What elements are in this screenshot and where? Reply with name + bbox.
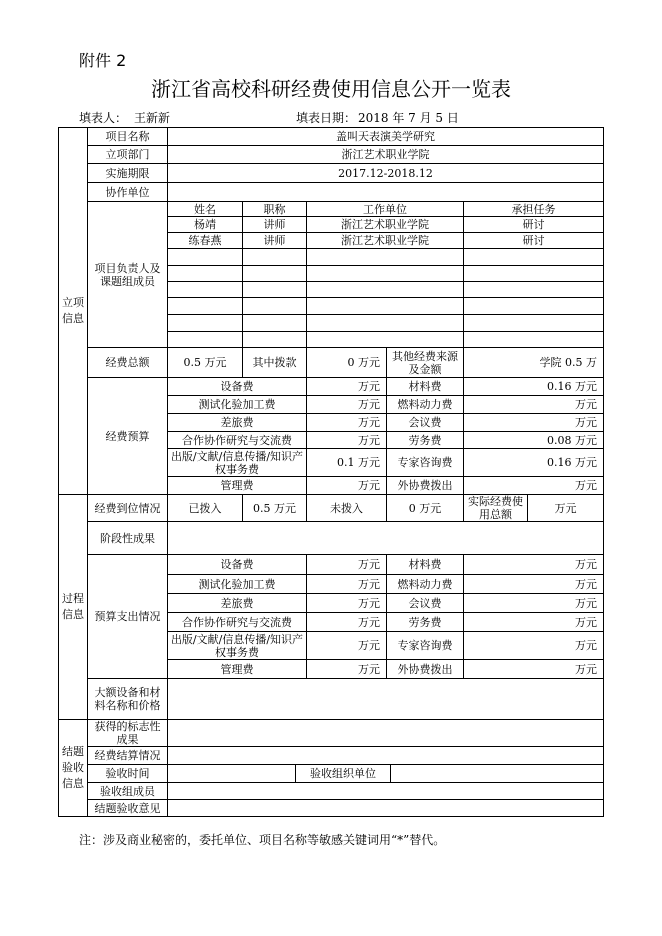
team-label: 项目负责人及课题组成员 <box>94 261 161 288</box>
budget-label: 经费预算 <box>105 429 150 443</box>
spend-item-amount: 万元 <box>358 596 380 610</box>
spend-item-amount: 万元 <box>358 662 380 676</box>
stage-result-label: 阶段性成果 <box>100 531 155 545</box>
spend-item-name: 外协费拨出 <box>397 662 453 676</box>
achievement-label: 获得的标志性成果 <box>94 720 161 746</box>
team-header: 承担任务 <box>511 202 556 216</box>
team-member-cell <box>168 298 242 314</box>
team-member-cell <box>168 249 242 265</box>
team-member-cell: 浙江艺术职业学院 <box>341 234 429 247</box>
spend-item-name: 差旅费 <box>220 596 254 610</box>
funding-total-label: 经费总额 <box>105 356 150 369</box>
fill-date-value: 2018 年 7 月 5 日 <box>358 111 459 125</box>
spend-item-amount: 万元 <box>575 577 597 591</box>
acceptance-members-label: 验收组成员 <box>100 784 155 798</box>
settlement-label: 经费结算情况 <box>94 749 161 762</box>
budget-item-name: 燃料动力费 <box>397 398 453 411</box>
budget-item-name: 专家咨询费 <box>397 456 453 469</box>
actual-total-label: 实际经费使用总额 <box>468 495 523 521</box>
spend-item-amount: 万元 <box>575 662 597 676</box>
actual-total-value: 万元 <box>554 501 577 515</box>
budget-item-amount: 0.08 万元 <box>547 433 597 447</box>
budget-item-amount: 万元 <box>575 398 597 411</box>
project-coop-label: 协作单位 <box>105 185 150 199</box>
team-member-cell <box>243 332 306 347</box>
project-dept-value: 浙江艺术职业学院 <box>341 148 430 161</box>
funding-total-value: 0.5 万元 <box>183 356 227 369</box>
budget-item-name: 合作协作研究与交流费 <box>182 433 292 447</box>
team-member-cell <box>243 282 306 297</box>
spend-item-amount: 万元 <box>358 639 380 652</box>
spend-item-name: 出版/文献/信息传播/知识产权事务费 <box>170 632 304 659</box>
budget-item-name: 材料费 <box>408 380 442 393</box>
team-member-cell <box>168 282 242 297</box>
page-title: 浙江省高校科研经费使用信息公开一览表 <box>151 77 511 101</box>
acceptance-org-value <box>391 765 603 782</box>
budget-item-name: 出版/文献/信息传播/知识产权事务费 <box>170 449 304 476</box>
spend-item-amount: 万元 <box>575 558 597 571</box>
acceptance-opinion-label: 结题验收意见 <box>94 801 161 815</box>
spend-item-name: 管理费 <box>220 662 254 676</box>
team-member-cell <box>464 266 603 281</box>
budget-item-amount: 0.16 万元 <box>547 456 597 469</box>
footer-note: 注：涉及商业秘密的，委托单位、项目名称等敏感关键词用“*”替代。 <box>79 833 446 847</box>
spend-item-name: 专家咨询费 <box>397 639 453 652</box>
large-equipment-value <box>168 679 603 719</box>
budget-item-name: 外协费拨出 <box>397 479 453 492</box>
budget-item-amount: 万元 <box>358 416 380 429</box>
budget-item-name: 差旅费 <box>220 416 254 429</box>
section-process-label: 过程信息 <box>62 592 84 621</box>
project-period-value: 2017.12-2018.12 <box>338 166 433 180</box>
achievement-value <box>168 720 603 746</box>
team-member-cell <box>307 298 463 314</box>
budget-item-amount: 万元 <box>575 479 597 492</box>
team-member-cell: 练春燕 <box>188 234 222 247</box>
fill-date-label: 填表日期： <box>296 111 357 125</box>
section-closing-label: 结题验收信息 <box>62 745 84 790</box>
budget-item-name: 会议费 <box>408 416 442 429</box>
spend-item-name: 会议费 <box>408 596 442 610</box>
budget-item-amount: 万元 <box>358 398 380 411</box>
acceptance-org-label: 验收组织单位 <box>310 767 376 780</box>
project-name-value: 盖叫天表演美学研究 <box>336 130 435 143</box>
budget-item-name: 设备费 <box>220 380 254 393</box>
team-member-cell <box>464 282 603 297</box>
spend-item-name: 合作协作研究与交流费 <box>182 615 292 629</box>
spend-item-amount: 万元 <box>575 639 597 652</box>
stage-result-value <box>168 522 603 554</box>
team-member-cell <box>464 332 603 347</box>
table-right-border <box>603 127 604 817</box>
team-member-cell <box>243 298 306 314</box>
project-period-label: 实施期限 <box>105 166 150 180</box>
filler-name: 王新新 <box>134 111 171 125</box>
team-member-cell <box>243 249 306 265</box>
team-header: 姓名 <box>194 202 216 216</box>
arrival-label: 经费到位情况 <box>94 501 161 515</box>
team-member-cell: 研讨 <box>522 218 545 231</box>
section-setup-label: 立项信息 <box>62 296 84 325</box>
team-member-cell: 杨靖 <box>194 218 216 231</box>
team-member-cell: 浙江艺术职业学院 <box>341 218 429 231</box>
team-header: 职称 <box>263 202 286 216</box>
budget-item-name: 测试化验加工费 <box>198 398 276 411</box>
team-member-cell <box>307 332 463 347</box>
acceptance-members-value <box>168 783 603 799</box>
team-member-cell <box>307 266 463 281</box>
acceptance-opinion-value <box>168 800 603 816</box>
team-member-cell: 讲师 <box>263 234 286 247</box>
funding-other-value: 学院 0.5 万 <box>539 356 597 369</box>
team-member-cell <box>168 266 242 281</box>
spend-item-name: 设备费 <box>220 558 254 571</box>
settlement-value <box>168 747 603 764</box>
filler-label: 填表人： <box>79 111 128 125</box>
project-name-label: 项目名称 <box>105 130 150 143</box>
budget-item-amount: 0.16 万元 <box>547 380 597 393</box>
team-header: 工作单位 <box>363 202 407 216</box>
team-member-cell <box>307 249 463 265</box>
attachment-label: 附件 2 <box>79 51 127 70</box>
team-member-cell <box>464 249 603 265</box>
spend-item-name: 测试化验加工费 <box>198 577 276 591</box>
spend-item-name: 劳务费 <box>408 615 442 629</box>
spend-item-amount: 万元 <box>575 596 597 610</box>
project-coop-value <box>168 183 603 201</box>
team-member-cell <box>243 315 306 331</box>
received-value: 0.5 万元 <box>253 501 296 515</box>
team-member-cell <box>168 332 242 347</box>
spend-item-amount: 万元 <box>358 577 380 591</box>
team-member-cell: 研讨 <box>522 234 545 247</box>
pending-value: 0 万元 <box>408 501 442 515</box>
budget-item-amount: 万元 <box>358 479 380 492</box>
budget-item-amount: 万元 <box>358 433 380 447</box>
funding-allocated-value: 0 万元 <box>347 356 380 369</box>
acceptance-time-value <box>168 765 295 782</box>
pending-label: 未拨入 <box>330 501 363 515</box>
acceptance-time-label: 验收时间 <box>105 767 150 780</box>
budget-item-amount: 0.1 万元 <box>337 456 380 469</box>
team-member-cell <box>464 298 603 314</box>
spend-item-amount: 万元 <box>575 615 597 629</box>
team-member-cell <box>307 315 463 331</box>
table-bottom-border <box>58 816 604 817</box>
budget-item-amount: 万元 <box>575 416 597 429</box>
spend-item-amount: 万元 <box>358 615 380 629</box>
team-member-cell <box>464 315 603 331</box>
project-dept-label: 立项部门 <box>105 148 150 161</box>
budget-item-name: 管理费 <box>220 479 254 492</box>
team-member-cell <box>243 266 306 281</box>
team-member-cell: 讲师 <box>263 218 286 231</box>
funding-allocated-label: 其中拨款 <box>252 356 297 369</box>
team-member-cell <box>168 315 242 331</box>
spend-item-name: 材料费 <box>408 558 442 571</box>
budget-item-name: 劳务费 <box>408 433 442 447</box>
spend-label: 预算支出情况 <box>94 610 161 623</box>
spend-item-amount: 万元 <box>358 558 380 571</box>
spend-item-name: 燃料动力费 <box>397 577 453 591</box>
team-member-cell <box>307 282 463 297</box>
funding-other-label: 其他经费来源及金额 <box>392 349 458 376</box>
received-label: 已拨入 <box>188 501 222 515</box>
large-equipment-label: 大额设备和材料名称和价格 <box>94 686 161 712</box>
budget-item-amount: 万元 <box>358 380 380 393</box>
